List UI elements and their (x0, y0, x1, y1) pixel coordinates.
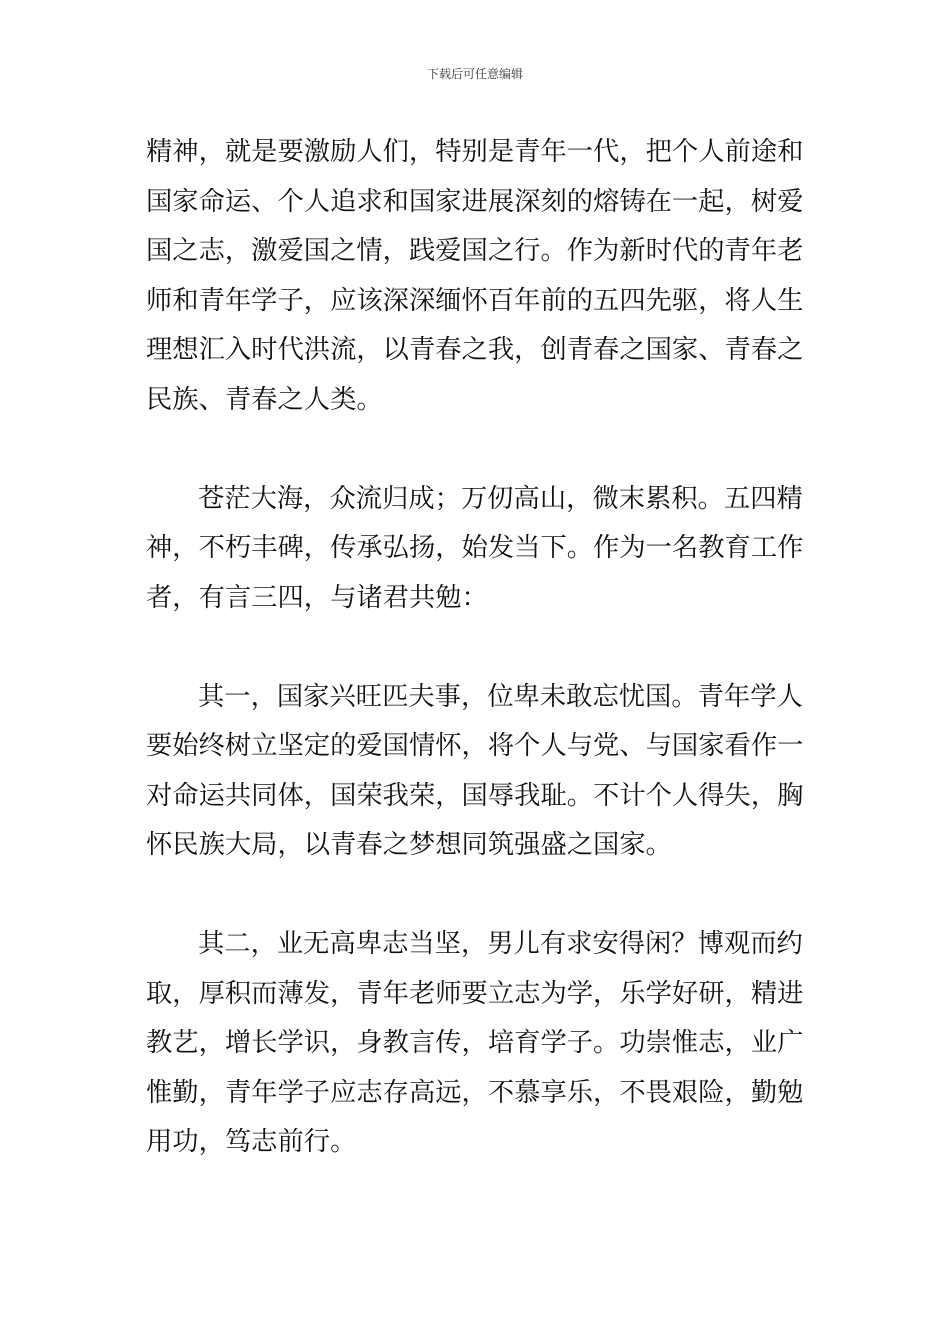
text-line: 者，有言三四，与诸君共勉： (146, 582, 488, 613)
text-line: 苍茫大海，众流归成；万仞高山，微末累积。五四精 (198, 483, 803, 514)
document-body (146, 128, 810, 1168)
text-line: 国家命运、个人追求和国家进展深刻的熔铸在一起，树爱 (146, 186, 804, 217)
text-line: 取，厚积而薄发，青年老师要立志为学，乐学好研，精进 (146, 978, 804, 1009)
paragraph-continuation (146, 128, 810, 425)
text-line: 教艺，增长学识，身教言传，培育学子。功崇惟志，业广 (146, 1028, 804, 1058)
text-line: 其二，业无高卑志当坚，男儿有求安得闲？博观而约 (198, 929, 803, 959)
text-line: 其一，国家兴旺匹夫事，位卑未敢忘忧国。青年学人 (198, 681, 803, 712)
paragraph-point-two (146, 920, 810, 1168)
paragraph-intro (146, 475, 810, 624)
text-line: 国之志，激爱国之情，践爱国之行。作为新时代的青年老 (146, 236, 804, 266)
text-line: 要始终树立坚定的爱国情怀，将个人与党、与国家看作一 (146, 731, 804, 761)
text-line: 精神，就是要激励人们，特别是青年一代，把个人前途和 (146, 137, 804, 167)
text-line: 理想汇入时代洪流，以青春之我，创青春之国家、青春之 (146, 335, 804, 365)
paragraph-point-one (146, 673, 810, 871)
page-header: 下载后可任意编辑 (426, 67, 523, 81)
text-line: 民族、青春之人类。 (146, 384, 383, 415)
text-line: 神，不朽丰碑，传承弘扬，始发当下。作为一名教育工作 (146, 533, 804, 563)
text-line: 怀民族大局，以青春之梦想同筑强盛之国家。 (146, 830, 672, 860)
text-line: 对命运共同体，国荣我荣，国辱我耻。不计个人得失，胸 (146, 780, 804, 811)
text-line: 用功，笃志前行。 (146, 1127, 357, 1157)
text-line: 惟勤，青年学子应志存高远，不慕享乐，不畏艰险，勤勉 (146, 1077, 804, 1108)
text-line: 师和青年学子，应该深深缅怀百年前的五四先驱，将人生 (146, 285, 804, 316)
